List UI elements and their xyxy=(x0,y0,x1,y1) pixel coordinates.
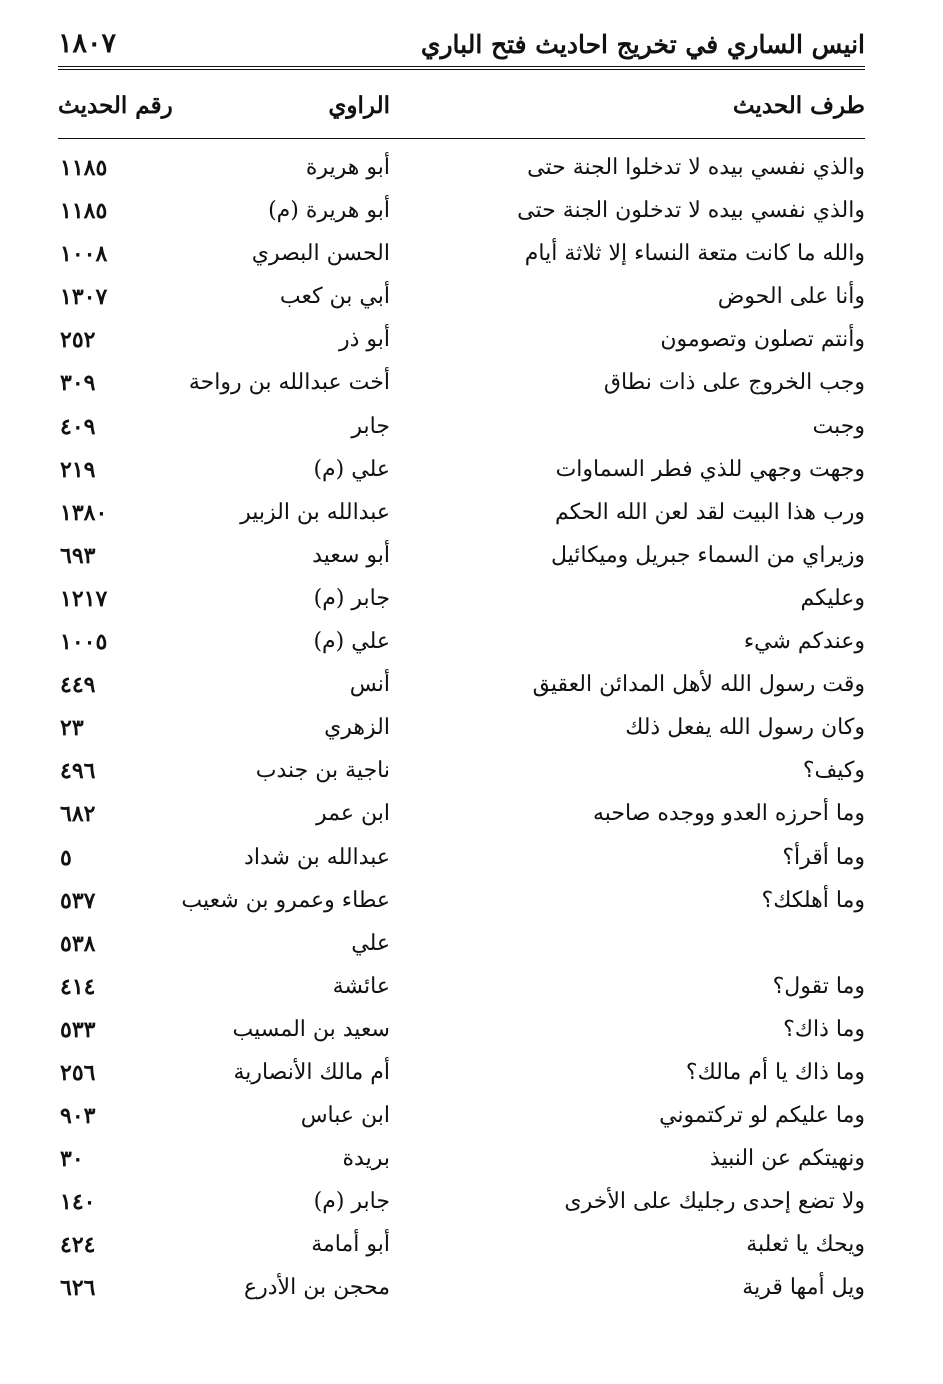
hadith-number: ٩٠٣ xyxy=(60,1103,96,1130)
table-row xyxy=(0,624,943,667)
table-row xyxy=(0,753,943,796)
table-row xyxy=(0,279,943,322)
hadith-incipit: وما أقرأ؟ xyxy=(782,844,865,870)
hadith-incipit: والله ما كانت متعة النساء إلا ثلاثة أيام xyxy=(524,241,865,267)
hadith-incipit: وجهت وجهي للذي فطر السماوات xyxy=(555,456,865,482)
narrator: علي (م) xyxy=(313,629,390,655)
table-row xyxy=(0,236,943,279)
hadith-incipit: وعليكم xyxy=(800,585,865,611)
hadith-incipit: وما ذاك؟ xyxy=(783,1016,865,1042)
table-row xyxy=(0,495,943,538)
table-row xyxy=(0,322,943,365)
hadith-number: ١٢١٧ xyxy=(60,585,108,612)
narrator: عطاء وعمرو بن شعيب xyxy=(181,887,390,913)
table-row xyxy=(0,1270,943,1313)
narrator: عبدالله بن شداد xyxy=(244,844,390,870)
hadith-incipit: وقت رسول الله لأهل المدائن العقيق xyxy=(532,672,865,698)
hadith-incipit: وكيف؟ xyxy=(802,758,865,784)
table-row xyxy=(0,452,943,495)
narrator: بريدة xyxy=(342,1146,390,1172)
hadith-incipit: وعندكم شيء xyxy=(743,629,865,655)
hadith-number: ٦٨٢ xyxy=(60,801,96,828)
hadith-incipit: والذي نفسي بيده لا تدخلوا الجنة حتى xyxy=(527,155,865,180)
table-row xyxy=(0,969,943,1012)
narrator: ناجية بن جندب xyxy=(255,758,390,784)
table-row xyxy=(0,883,943,926)
table-row xyxy=(0,1012,943,1055)
table-row xyxy=(0,409,943,452)
hadith-incipit: وما ذاك يا أم مالك؟ xyxy=(685,1059,865,1085)
running-header xyxy=(58,26,865,70)
hadith-incipit: ونهيتكم عن النبيذ xyxy=(709,1146,865,1172)
column-header-hadith: طرف الحديث xyxy=(732,92,865,119)
table-row xyxy=(0,710,943,753)
table-row xyxy=(0,581,943,624)
hadith-number: ٥ xyxy=(60,844,72,871)
narrator: أم مالك الأنصارية xyxy=(233,1059,390,1085)
hadith-incipit: وجب الخروج على ذات نطاق xyxy=(603,370,865,396)
hadith-incipit: وأنا على الحوض xyxy=(717,284,865,310)
table-row xyxy=(0,365,943,408)
hadith-incipit: وما عليكم لو تركتموني xyxy=(659,1103,865,1129)
narrator: محجن بن الأدرع xyxy=(244,1275,390,1301)
narrator: أبو سعيد xyxy=(312,542,390,568)
table-row xyxy=(0,538,943,581)
table-row xyxy=(0,1098,943,1141)
page-number: ١٨٠٧ xyxy=(58,28,117,59)
hadith-incipit: وما تقول؟ xyxy=(772,973,865,999)
hadith-number: ٥٣٧ xyxy=(60,887,96,914)
hadith-number: ٤٢٤ xyxy=(60,1232,96,1259)
hadith-number: ١١٨٥ xyxy=(60,155,108,181)
narrator: أبي بن كعب xyxy=(279,284,390,310)
hadith-number: ١٣٠٧ xyxy=(60,284,108,311)
hadith-incipit: وزيراي من السماء جبريل وميكائيل xyxy=(550,542,865,568)
hadith-number: ٤١٤ xyxy=(60,973,96,1000)
hadith-number: ٢٥٦ xyxy=(60,1059,96,1086)
hadith-number: ١٤٠ xyxy=(60,1189,96,1216)
narrator: سعيد بن المسيب xyxy=(232,1016,390,1042)
hadith-incipit: وجبت xyxy=(812,413,865,439)
table-row xyxy=(0,1141,943,1184)
book-title: انيس الساري في تخريج احاديث فتح الباري xyxy=(420,30,865,59)
narrator: أخت عبدالله بن رواحة xyxy=(188,370,390,396)
hadith-number: ٥٣٣ xyxy=(60,1016,96,1043)
column-header-narrator: الراوي xyxy=(328,92,390,119)
narrator: علي (م) xyxy=(313,456,390,482)
table-row xyxy=(0,840,943,883)
hadith-incipit: وأنتم تصلون وتصومون xyxy=(660,327,865,353)
table-row xyxy=(0,1184,943,1227)
narrator: جابر xyxy=(351,413,390,439)
hadith-number: ٦٩٣ xyxy=(60,542,96,569)
hadith-incipit: ويل أمها قرية xyxy=(742,1275,865,1301)
narrator: عائشة xyxy=(332,973,390,999)
hadith-incipit: وكان رسول الله يفعل ذلك xyxy=(625,715,865,741)
narrator: ابن عباس xyxy=(300,1103,390,1129)
hadith-number: ٣٠٩ xyxy=(60,370,96,397)
narrator: علي xyxy=(351,930,390,956)
table-row xyxy=(0,1055,943,1098)
hadith-number: ١٣٨٠ xyxy=(60,499,108,526)
hadith-number: ١٠٠٥ xyxy=(60,629,108,656)
narrator: ابن عمر xyxy=(316,801,390,827)
narrator: أبو أمامة xyxy=(311,1232,390,1258)
narrator: جابر (م) xyxy=(313,1189,390,1215)
table-row xyxy=(0,150,943,193)
hadith-incipit: ولا تضع إحدى رجليك على الأخرى xyxy=(564,1189,865,1215)
hadith-number: ١٠٠٨ xyxy=(60,241,108,268)
hadith-number: ٢٣ xyxy=(60,715,84,742)
table-row xyxy=(0,1227,943,1270)
hadith-number: ٣٠ xyxy=(60,1146,84,1173)
narrator: الزهري xyxy=(324,715,390,741)
narrator: عبدالله بن الزبير xyxy=(240,499,390,525)
narrator: أبو ذر xyxy=(338,327,390,353)
hadith-number: ٤٤٩ xyxy=(60,672,96,699)
hadith-incipit: وما أهلكك؟ xyxy=(761,887,865,913)
narrator: جابر (م) xyxy=(313,585,390,611)
narrator: الحسن البصري xyxy=(251,241,390,267)
hadith-number: ٤٩٦ xyxy=(60,758,96,785)
hadith-index-table xyxy=(0,150,943,1314)
hadith-incipit: والذي نفسي بيده لا تدخلون الجنة حتى xyxy=(517,198,865,224)
column-header-number: رقم الحديث xyxy=(58,92,173,119)
table-row xyxy=(0,796,943,839)
hadith-incipit: ورب هذا البيت لقد لعن الله الحكم xyxy=(554,499,865,525)
header-divider xyxy=(58,138,865,139)
table-row xyxy=(0,193,943,236)
hadith-incipit: ويحك يا ثعلبة xyxy=(746,1232,865,1258)
hadith-number: ٥٣٨ xyxy=(60,930,96,957)
hadith-incipit: وما أحرزه العدو ووجده صاحبه xyxy=(592,801,865,827)
narrator: أبو هريرة (م) xyxy=(268,198,390,224)
hadith-number: ١١٨٥ xyxy=(60,198,108,225)
hadith-number: ٤٠٩ xyxy=(60,413,96,440)
narrator: أنس xyxy=(349,672,390,698)
hadith-number: ٢٥٢ xyxy=(60,327,96,354)
narrator: أبو هريرة xyxy=(305,155,390,180)
table-row xyxy=(0,667,943,710)
hadith-number: ٦٢٦ xyxy=(60,1275,96,1302)
hadith-number: ٢١٩ xyxy=(60,456,96,483)
table-row xyxy=(0,926,943,969)
